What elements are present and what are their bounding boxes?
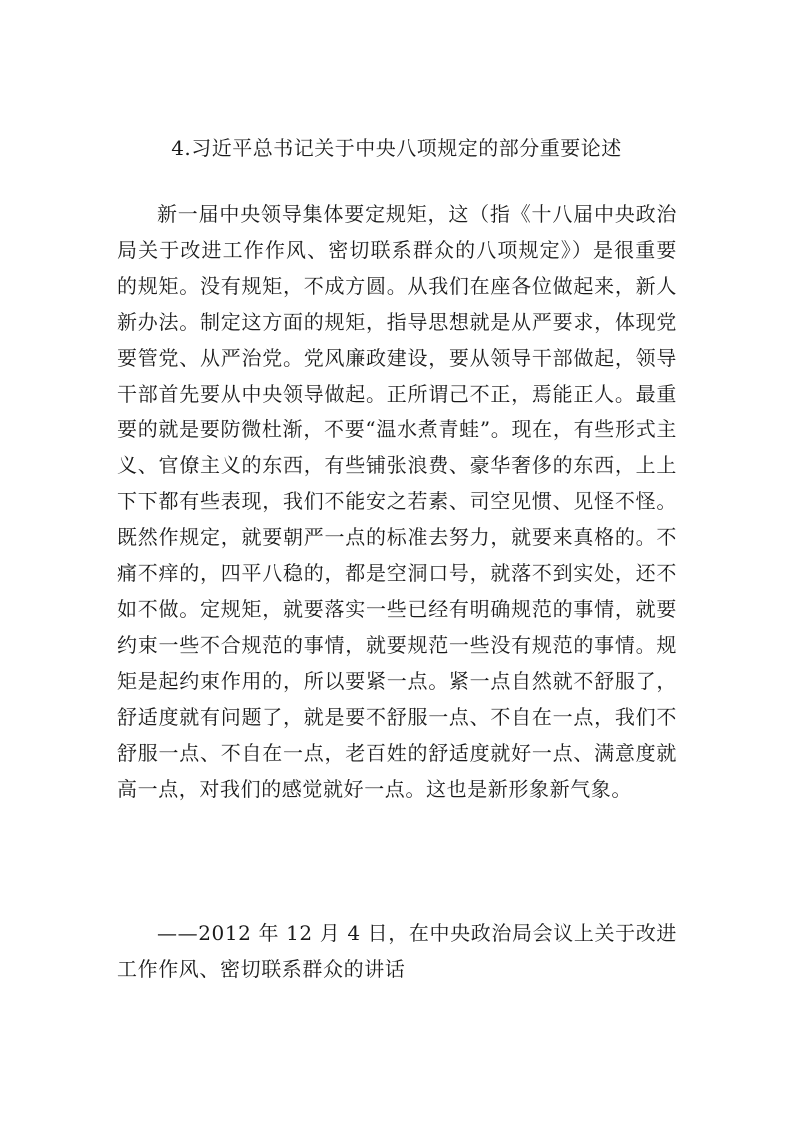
body-paragraph: 新一届中央领导集体要定规矩，这（指《十八届中央政治局关于改进工作作风、密切联系群众的八项规定》）是很重要的规矩。没有规矩，不成方圆。从我们在座各位做起来，新人新办法。制定这方面的规矩，指导思想就是从严要求，体现党要管党、从严治党。党风廉政建设，要从领导干部做起，领导干部首先要从中央领导做起。正所谓己不正，焉能正人。最重要的就是要防微杜渐，不要“温水煮青蛙”。现在，有些形式主义、官僚主义的东西，有些铺张浪费、豪华奢侈的东西，上上下下都有些表现，我们不能安之若素、司空见惯、见怪不怪。既然作规定，就要朝严一点的标准去努力，就要来真格的。不痛不痒的，四平八稳的，都是空洞口号，就落不到实处，还不如不做。定规矩，就要落实一些已经有明确规范的事情，就要约束一些不合规范的事情，就要规范一些没有规范的事情。规矩是起约束作用的，所以要紧一点。紧一点自然就不舒服了，舒适度就有问题了，就是要不舒服一点、不自在一点，我们不舒服一点、不自在一点，老百姓的舒适度就好一点、满意度就高一点，对我们的感觉就好一点。这也是新形象新气象。: [117, 202, 677, 801]
source-citation: ——2012 年 12 月 4 日，在中央政治局会议上关于改进工作作风、密切联系群众的讲话: [117, 921, 677, 981]
document-title: 4.习近平总书记关于中央八项规定的部分重要论述: [171, 136, 622, 160]
